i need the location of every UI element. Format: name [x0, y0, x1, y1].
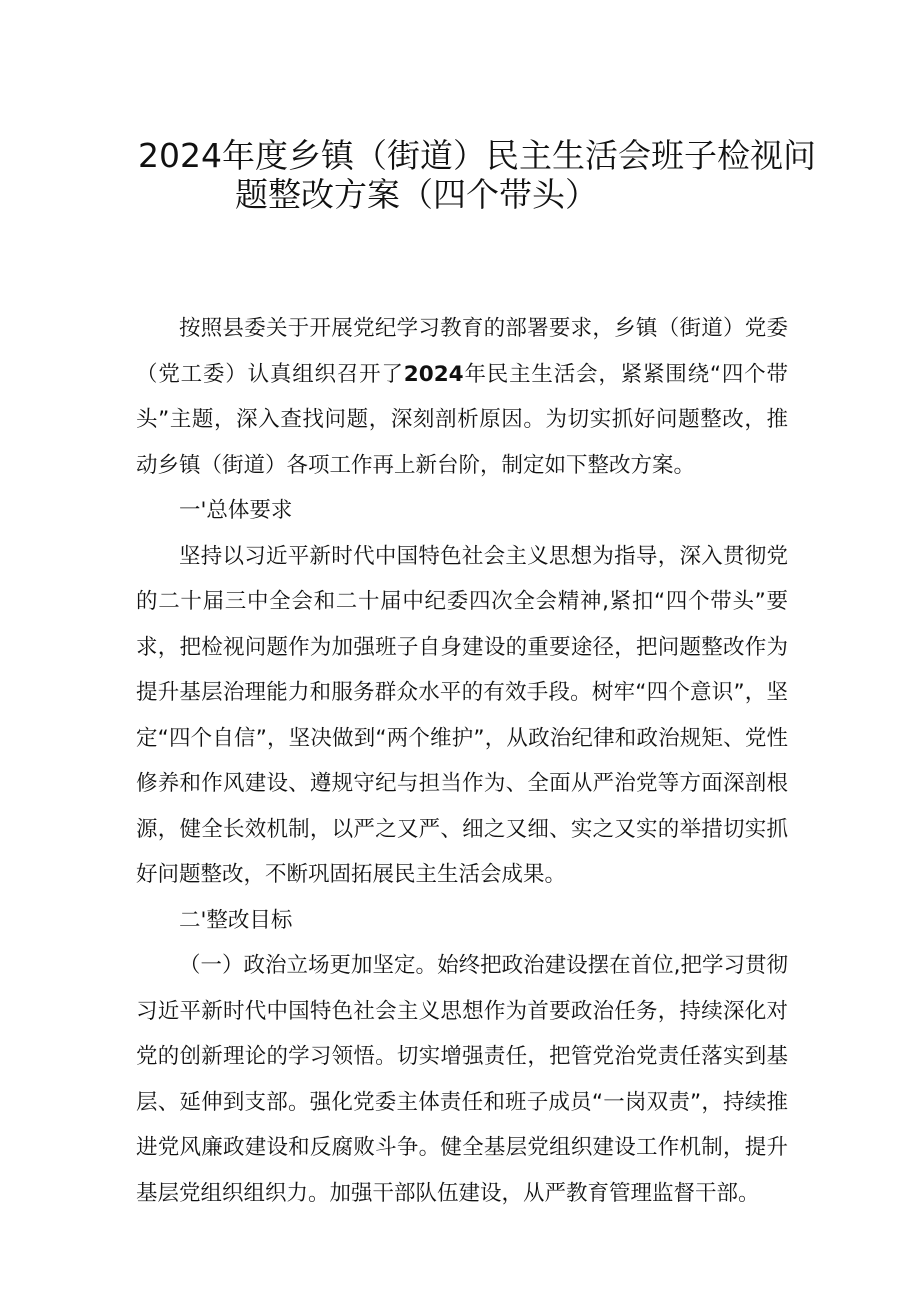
- document-body: [136, 306, 788, 1216]
- section-2-item-1-paragraph: （一）政治立场更加坚定。始终把政治建设摆在首位,把学习贯彻习近平新时代中国特色社会主义思想作为首要政治任务，持续深化对党的创新理论的学习领悟。切实增强责任，把管党治党责任落实到基层、延伸到支部。强化党委主体责任和班子成员“一岗双责”，持续推进党风廉政建设和反腐败斗争。健全基层党组织建设工作机制，提升基层党组织组织力。加强干部队伍建设，从严教育管理监督干部。: [136, 953, 788, 1206]
- intro-text-part-1: 按照县委关于开展党纪学习教育的部署要求，乡镇（街道）党委（党工委）认真组织召开了: [136, 316, 788, 387]
- section-1-paragraph: 坚持以习近平新时代中国特色社会主义思想为指导，深入贯彻党的二十届三中全会和二十届中纪委四次全会精神,紧扣“四个带头”要求，把检视问题作为加强班子自身建设的重要途径，把问题整改作为提升基层治理能力和服务群众水平的有效手段。树牢“四个意识”，坚定“四个自信”，坚决做到“两个维护”，从政治纪律和政治规矩、党性修养和作风建设、遵规守纪与担当作为、全面从严治党等方面深剖根源，健全长效机制，以严之又严、细之又细、实之又实的举措切实抓好问题整改，不断巩固拓展民主生活会成果。: [136, 543, 788, 887]
- document-title-line-1: 2024年度乡镇（街道）民主生活会班子检视问: [138, 136, 816, 175]
- intro-paragraph: [136, 306, 788, 488]
- section-2-heading: 二'整改目标: [179, 907, 293, 933]
- intro-text-part-2: 年民主生活会，紧紧围绕“四个带头”主题，深入查找问题，深刻剖析原因。为切实抓好问题整改，推动乡镇（街道）各项工作再上新台阶，制定如下整改方案。: [136, 361, 788, 478]
- section-1-heading: 一'总体要求: [179, 498, 293, 523]
- intro-year: 2024: [403, 361, 464, 387]
- document-title-line-2: 题整改方案（四个带头）: [235, 175, 598, 214]
